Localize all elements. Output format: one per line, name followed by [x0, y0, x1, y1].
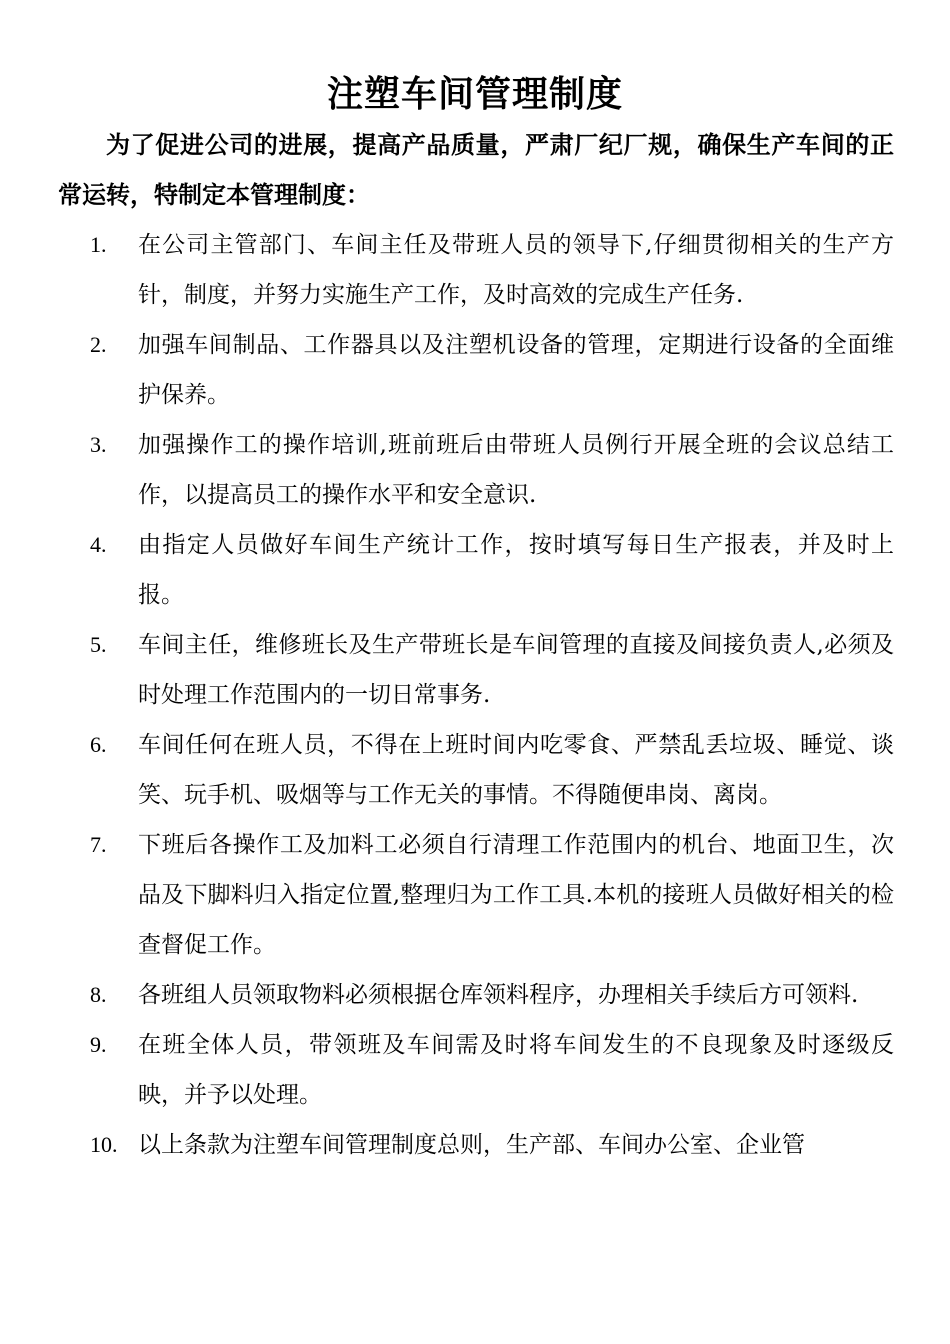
rule-number: 2.	[90, 332, 107, 357]
rule-number: 3.	[90, 432, 107, 457]
rule-item	[0, 220, 950, 320]
rule-item	[0, 420, 950, 520]
rule-text: 加强车间制品、工作器具以及注塑机设备的管理，定期进行设备的全面维护保养。	[138, 332, 894, 408]
rule-number: 6.	[90, 732, 107, 757]
rule-item	[0, 320, 950, 420]
rules-list	[0, 220, 950, 1170]
rule-text: 加强操作工的操作培训,班前班后由带班人员例行开展全班的会议总结工作，以提高员工的操作水平和安全意识.	[138, 432, 894, 508]
rule-text: 车间任何在班人员，不得在上班时间内吃零食、严禁乱丢垃圾、睡觉、谈笑、玩手机、吸烟等与工作无关的事情。不得随便串岗、离岗。	[138, 732, 894, 808]
intro-paragraph: 为了促进公司的进展，提高产品质量，严肃厂纪厂规，确保生产车间的正常运转，特制定本管理制度：	[58, 130, 894, 209]
rule-text: 在公司主管部门、车间主任及带班人员的领导下,仔细贯彻相关的生产方针，制度，并努力实施生产工作，及时高效的完成生产任务.	[138, 232, 894, 308]
rule-number: 4.	[90, 532, 107, 557]
rule-text: 车间主任，维修班长及生产带班长是车间管理的直接及间接负责人,必须及时处理工作范围内的一切日常事务.	[138, 632, 894, 708]
rule-item	[0, 720, 950, 820]
rule-number: 10.	[90, 1132, 118, 1157]
rule-text: 下班后各操作工及加料工必须自行清理工作范围内的机台、地面卫生，次品及下脚料归入指定位置,整理归为工作工具.本机的接班人员做好相关的检查督促工作。	[138, 832, 894, 958]
rule-number: 5.	[90, 632, 107, 657]
rule-text: 各班组人员领取物料必须根据仓库领料程序，办理相关手续后方可领料.	[138, 982, 859, 1008]
rule-item	[0, 970, 950, 1020]
document-title: 注塑车间管理制度	[326, 73, 623, 115]
rule-text: 以上条款为注塑车间管理制度总则，生产部、车间办公室、企业管	[138, 1132, 805, 1158]
rule-text: 在班全体人员，带领班及车间需及时将车间发生的不良现象及时逐级反映，并予以处理。	[138, 1032, 894, 1108]
rule-item	[0, 820, 950, 970]
rule-text: 由指定人员做好车间生产统计工作，按时填写每日生产报表，并及时上报。	[138, 532, 894, 608]
rule-number: 1.	[90, 232, 107, 257]
rule-number: 8.	[90, 982, 107, 1007]
rule-number: 9.	[90, 1032, 107, 1057]
rule-item	[0, 1020, 950, 1120]
rule-item	[0, 620, 950, 720]
rule-number: 7.	[90, 832, 107, 857]
rule-item	[0, 1120, 950, 1170]
rule-item	[0, 520, 950, 620]
